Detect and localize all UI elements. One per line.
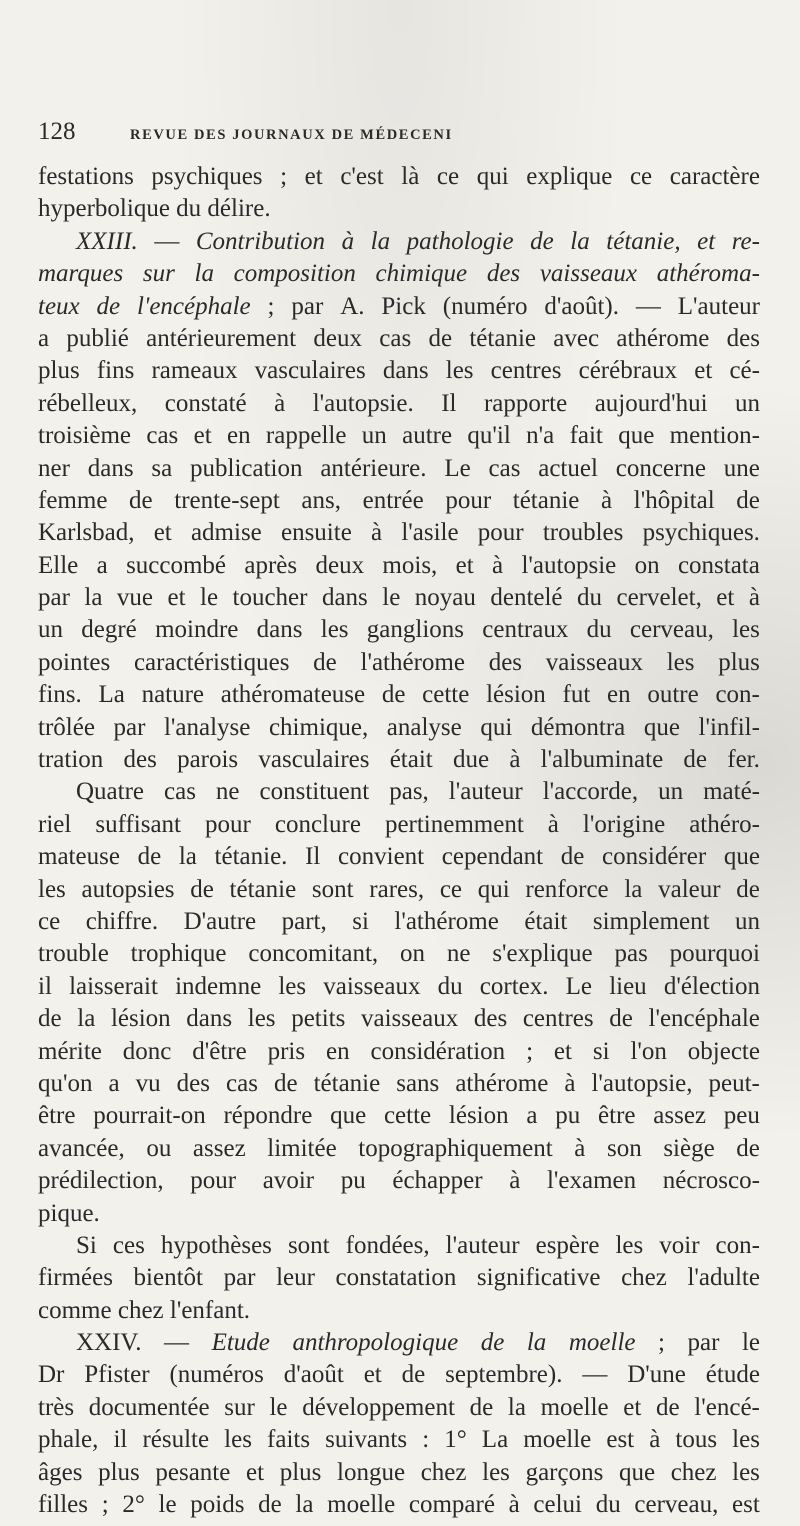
text-line: hyperbolique du délire. xyxy=(38,195,271,223)
text-line: ce chiffre. D'autre part, si l'athérome était simplement un xyxy=(38,907,760,935)
text-line: trouble trophique concomitant, on ne s'explique pas pourquoi xyxy=(38,940,760,968)
text-line: tration des parois vasculaires était due à l'albuminate de fer. xyxy=(38,746,760,774)
text-line: âges plus pesante et plus longue chez les garçons que chez les xyxy=(38,1458,760,1486)
page-number: 128 xyxy=(38,118,76,145)
text-line: Dr Pfister (numéros d'août et de septembre). — D'une étude xyxy=(38,1361,760,1389)
text-line: rébelleux, constaté à l'autopsie. Il rapporte aujourd'hui un xyxy=(38,389,760,417)
article-body xyxy=(38,161,760,1521)
text-line: Quatre cas ne constituent pas, l'auteur l'accorde, un maté- xyxy=(76,778,760,806)
text-line: trôlée par l'analyse chimique, analyse qui démontra que l'infil- xyxy=(38,713,760,741)
text-line: les autopsies de tétanie sont rares, ce qui renforce la valeur de xyxy=(38,875,760,903)
document-page xyxy=(38,118,760,1521)
running-head: REVUE DES JOURNAUX DE MÉDECENI xyxy=(130,127,453,143)
text-line: XXIV. — Etude anthropologique de la moelle ; par le xyxy=(76,1329,760,1357)
text-line: mérite donc d'être pris en considération ; et si l'on objecte xyxy=(38,1037,760,1065)
page-header xyxy=(38,118,760,158)
text-line: riel suffisant pour conclure pertinemment à l'origine athéro- xyxy=(38,810,760,838)
text-line: festations psychiques ; et c'est là ce qui explique ce caractère xyxy=(38,163,760,190)
text-line: femme de trente-sept ans, entrée pour tétanie à l'hôpital de xyxy=(38,486,760,514)
text-line: pointes caractéristiques de l'athérome des vaisseaux les plus xyxy=(38,648,760,676)
text-line: comme chez l'enfant. xyxy=(38,1296,251,1324)
text-line: Si ces hypothèses sont fondées, l'auteur espère les voir con- xyxy=(76,1231,760,1259)
text-line: teux de l'encéphale ; par A. Pick (numéro d'août). — L'auteur xyxy=(38,292,760,320)
text-line: être pourrait-on répondre que cette lésion a pu être assez peu xyxy=(38,1102,760,1130)
text-line: très documentée sur le développement de la moelle et de l'encé- xyxy=(38,1393,760,1421)
text-line: ner dans sa publication antérieure. Le cas actuel concerne une xyxy=(38,454,760,482)
text-line: fins. La nature athéromateuse de cette lésion fut en outre con- xyxy=(38,681,760,709)
text-line: filles ; 2° le poids de la moelle comparé à celui du cerveau, est xyxy=(38,1491,760,1519)
text-line: mateuse de la tétanie. Il convient cependant de considérer que xyxy=(38,843,760,871)
text-line: XXIII. — Contribution à la pathologie de la tétanie, et re- xyxy=(76,227,760,255)
text-line: marques sur la composition chimique des vaisseaux athéroma- xyxy=(38,260,760,288)
text-line: troisième cas et en rappelle un autre qu'il n'a fait que mention- xyxy=(38,422,760,450)
text-line: pique. xyxy=(38,1199,100,1227)
text-line: avancée, ou assez limitée topographiquement à son siège de xyxy=(38,1134,760,1162)
text-line: un degré moindre dans les ganglions centraux du cerveau, les xyxy=(38,616,760,644)
text-line: de la lésion dans les petits vaisseaux des centres de l'encéphale xyxy=(38,1005,760,1033)
text-line: Karlsbad, et admise ensuite à l'asile pour troubles psychiques. xyxy=(38,519,760,547)
text-line: il laisserait indemne les vaisseaux du cortex. Le lieu d'élection xyxy=(38,972,760,1000)
text-line: phale, il résulte les faits suivants : 1° La moelle est à tous les xyxy=(38,1426,760,1454)
text-line: par la vue et le toucher dans le noyau dentelé du cervelet, et à xyxy=(38,584,760,612)
text-line: prédilection, pour avoir pu échapper à l'examen nécrosco- xyxy=(38,1167,760,1195)
text-line: a publié antérieurement deux cas de tétanie avec athérome des xyxy=(38,324,760,352)
text-line: firmées bientôt par leur constatation significative chez l'adulte xyxy=(38,1264,760,1292)
text-line: qu'on a vu des cas de tétanie sans athérome à l'autopsie, peut- xyxy=(38,1069,760,1097)
text-line: Elle a succombé après deux mois, et à l'autopsie on constata xyxy=(38,551,760,579)
text-line: plus fins rameaux vasculaires dans les centres cérébraux et cé- xyxy=(38,357,760,385)
